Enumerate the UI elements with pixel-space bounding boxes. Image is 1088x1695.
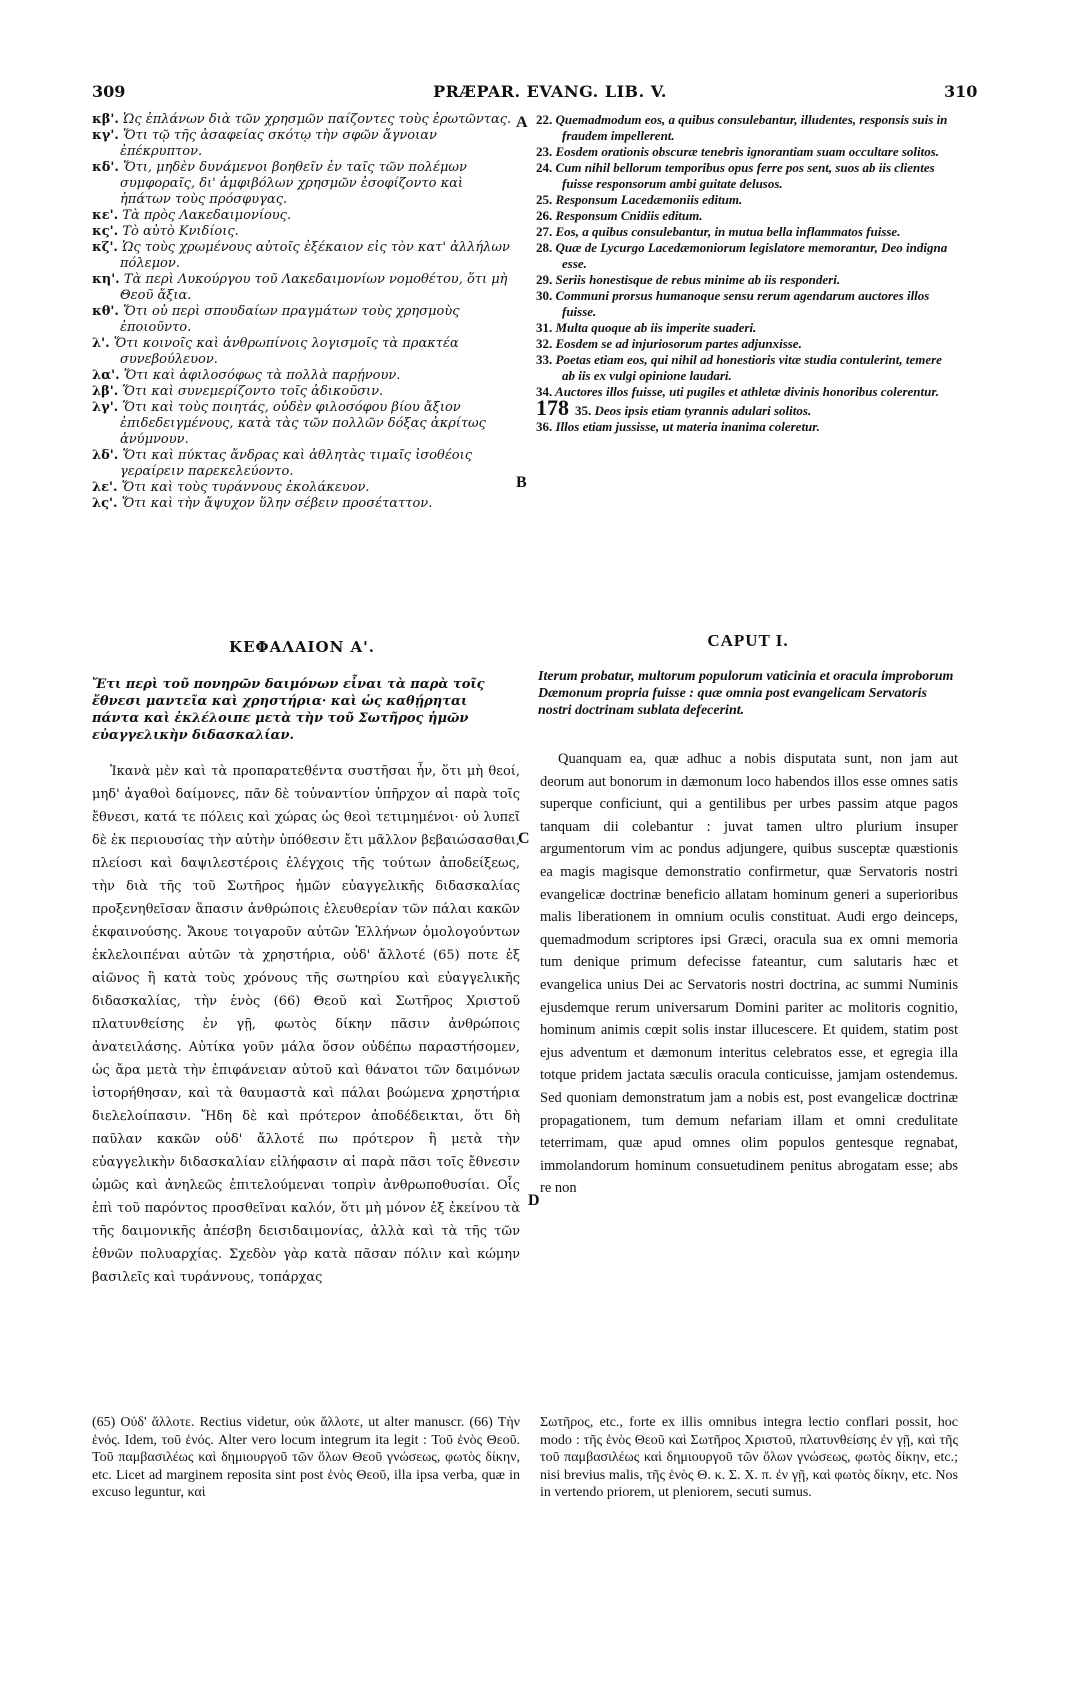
margin-letter-b: B: [516, 474, 527, 491]
greek-toc-item: κη'. Τὰ περὶ Λυκούργου τοῦ Λακεδαιμονίων νομοθέτου, ὅτι μὴ Θεοῦ ἄξια.: [92, 272, 508, 303]
greek-body-text: [92, 760, 520, 1289]
latin-chapter-summary: Iterum probatur, multorum populorum vaticinia et oracula improborum Dæmonum propria fuisse : quæ omnia post evangelicam Servatoris nostri doctrinam sublata defecerint.: [538, 669, 954, 718]
greek-toc-item: κδ'. Ὅτι, μηδὲν δυνάμενοι βοηθεῖν ἐν ταῖς τῶν πολέμων συμφοραῖς, δι' ἀμφιβόλων χρησμῶν ἐσοφίζοντο καὶ ἠπάτων τοὺς πρόσφυγας.: [92, 160, 467, 207]
greek-chapter-heading: ΚΕΦΑΛΑΙΟΝ Α'.: [229, 638, 375, 656]
greek-toc-item: λγ'. Ὅτι καὶ τοὺς ποιητάς, οὐδὲν φιλοσόφου βίου ἄξιον ἐπιδεδειγμένους, κατὰ τὰς τῶν πολλῶν δόξας ἀκρίτως ἀνύμνουν.: [92, 400, 486, 447]
greek-toc-item: λβ'. Ὅτι καὶ συνεμερίζοντο τοῖς ἀδικοῦσιν.: [92, 384, 384, 399]
margin-letter-d: D: [528, 1192, 540, 1209]
latin-toc-item: 24. Cum nihil bellorum temporibus opus ferre pos sent, suos ab iis clientes fuisse responsorum ambi guitate delusos.: [536, 160, 935, 191]
greek-toc-item: λδ'. Ὅτι καὶ πύκτας ἄνδρας καὶ ἀθλητὰς τιμαῖς ἰσοθέοις γεραίρειν παρεκελεύοντο.: [92, 448, 473, 479]
greek-toc-item: κθ'. Ὅτι οὐ περὶ σπουδαίων πραγμάτων τοὺς χρησμοὺς ἐποιοῦντο.: [92, 304, 460, 335]
latin-toc-item: 32. Eosdem se ad injuriosorum partes adjunxisse.: [536, 336, 802, 351]
latin-toc-item: 31. Multa quoque ab iis imperite suaderi.: [536, 320, 757, 335]
latin-contents: [536, 112, 956, 435]
latin-toc-item: 23. Eosdem orationis obscuræ tenebris ignorantiam suam occultare solitos.: [536, 144, 940, 159]
latin-toc-item: 26. Responsum Cnidiis editum.: [536, 208, 703, 223]
latin-chapter-heading: CAPUT I.: [707, 631, 789, 650]
latin-toc-item: 27. Eos, a quibus consulebantur, in mutua bella inflammatos fuisse.: [536, 224, 901, 239]
latin-toc-item: 29. Seriis honestisque de rebus minime ab iis responderi.: [536, 272, 841, 287]
margin-letter-a: A: [516, 114, 528, 131]
latin-toc-item: 22. Quemadmodum eos, a quibus consulebantur, illudentes, responsis suis in fraudem impellerent.: [536, 112, 948, 143]
footnotes-left: [92, 1414, 520, 1502]
latin-toc-item: 25. Responsum Lacedæmoniis editum.: [536, 192, 743, 207]
latin-body-text: [540, 748, 958, 1200]
footnote-text: (65) Οὐδ' ἄλλοτε. Rectius videtur, οὐκ ἄλλοτε, ut alter manuscr. (66) Τὴν ἑνός. Idem, τοῦ ἑνός. Alter vero locum integrum ita legit : Τοῦ ἑνὸς Θεοῦ. Τοῦ παμβασιλέως καὶ δημιουργοῦ τῶν ὅλων Θεοῦ γνώσεως, φωτὸς δίκην, etc. Licet ad marginem reposita sint post ἑνὸς Θεοῦ, illa ipsa verba, quæ in excuso leguntur, καὶ: [92, 1415, 520, 1500]
left-page-number: 309: [92, 82, 126, 101]
footnotes-right: [540, 1414, 958, 1502]
running-title: PRÆPAR. EVANG. LIB. V.: [433, 82, 667, 101]
footnote-text: Σωτῆρος, etc., forte ex illis omnibus integra lectio conflari possit, hoc modo : τῆς ἑνὸς Θεοῦ καὶ Σωτῆρος Χριστοῦ, πλατυνθείσης ἐν γῇ, καὶ τῆς τοῦ παμβασιλέως καὶ δημιουργοῦ τῶν ὅλων γνώσεως, φωτὸς δίκην, etc.; nisi brevius malis, τῆς ἑνὸς Θ. κ. Σ. Χ. π. ἐν γῇ, καὶ φωτὸς δίκην, etc. Nos in vertendo priorem, ut pleniorem, secuti sumus.: [540, 1415, 958, 1500]
latin-toc-item: 36. Illos etiam jussisse, ut materia inanima coleretur.: [536, 419, 820, 434]
column-number: 178: [536, 395, 569, 420]
greek-toc-item: λε'. Ὅτι καὶ τοὺς τυράννους ἐκολάκευον.: [92, 480, 370, 495]
latin-toc-item: 28. Quæ de Lycurgo Lacedæmoniorum legislatore memorantur, Deo indigna esse.: [536, 240, 948, 271]
greek-toc-item: λς'. Ὅτι καὶ τὴν ἄψυχον ὕλην σέβειν προσέταττον.: [92, 496, 433, 511]
greek-chapter-summary: Ἔτι περὶ τοῦ πονηρῶν δαιμόνων εἶναι τὰ παρὰ τοῖς ἔθνεσι μαντεῖα καὶ χρηστήρια· καὶ ὡς καθῄρηται πάντα καὶ ἐκλέλοιπε μετὰ τὴν τοῦ Σωτῆρος ἡμῶν εὐαγγελικὴν διδασκαλίαν.: [92, 677, 485, 743]
latin-toc-item: 30. Communi prorsus humanoque sensu rerum agendarum auctores illos fuisse.: [536, 288, 930, 319]
greek-toc-item: κζ'. Ὡς τοὺς χρωμένους αὐτοῖς ἐξέκαιον εἰς τὸν κατ' ἀλλήλων πόλεμον.: [92, 240, 510, 271]
right-page-number: 310: [944, 82, 978, 101]
greek-toc-item: λ'. Ὅτι κοινοῖς καὶ ἀνθρωπίνοις λογισμοῖς τὰ πρακτέα συνεβούλευον.: [92, 336, 459, 367]
latin-paragraph: Quanquam ea, quæ adhuc a nobis disputata sunt, non jam aut deorum aut bonorum in dæmonum loco habendos illos esse omnes satis superque conficiunt, qui a gentilibus per urbes passim atque pagos tanquam dii colebantur : juvat tamen ultro plurium insuper argumentorum vim ac pondus adjungere, quibus susceptæ quæstionis ea magis magisque demonstratio confirmetur, quæ Servatoris nostri evangelicæ doctrinæ beneficio allatam hominum generi a superioribus malis liberationem in omnium oculis constituat. Audi ergo deinceps, quemadmodum scriptores ipsi Græci, oracula sua ex omni memoria tum denique primum defecisse fateantur, cum salutaris hæc et evangelica unius Dei ac Servatoris nostri doctrina, ac summi Numinis ejusdemque rerum universarum Domini pariter ac molitoris cognitio, hominum animis cœpit solis instar illucescere. Et quidem, statim post ejus adventum et dæmonum interitus celebratos esse, et egregia illa totque pridem jactata sæculis oracula conticuisse, jamjam ostendemus. Sed quoniam demonstratum jam a nobis est, post evangelicæ doctrinæ propagationem, tum demum nefariam illam et omni credulitate teterrimam, quæ apud omnes olim populos gentesque regnabat, immolandorum hominum consuetudinem penitus abrogatam esse; abs re non: [540, 751, 958, 1197]
greek-toc-item: κε'. Τὰ πρὸς Λακεδαιμονίους.: [92, 208, 292, 223]
greek-toc-item: κγ'. Ὅτι τῷ τῆς ἀσαφείας σκότῳ τὴν σφῶν ἄγνοιαν ἐπέκρυπτον.: [92, 128, 437, 159]
greek-toc-item: κς'. Τὸ αὐτὸ Κνιδίοις.: [92, 224, 239, 239]
greek-toc-item: λα'. Ὅτι καὶ ἀφιλοσόφως τὰ πολλὰ παρῄνουν.: [92, 368, 401, 383]
greek-paragraph: Ἱκανὰ μὲν καὶ τὰ προπαρατεθέντα συστῆσαι ἦν, ὅτι μὴ θεοί, μηδ' ἀγαθοὶ δαίμονες, πᾶν δὲ τοὐναντίον ὑπῆρχον αἱ παρὰ τοῖς ἔθνεσι, κατά τε πόλεις καὶ χώρας ὡς θεοὶ τετιμημένοι· οὐ λυπεῖ δὲ ἐκ περιουσίας τὴν αὐτὴν ὑπόθεσιν ἔτι μᾶλλον βεβαιώσασθαι, πλείοσι καὶ δαψιλεστέροις ἐλέγχοις τῆς τούτων ἀποδείξεως, τὴν διὰ τῆς τοῦ Σωτῆρος ἡμῶν εὐαγγελικῆς διδασκαλίας προξενηθεῖσαν ἅπασιν ἀνθρώποις ἐλευθερίαν τῶν πάλαι κακῶν ἐκφαινούσης. Ἄκουε τοιγαροῦν αὐτῶν Ἑλλήνων ὁμολογούντων ἐκλελοιπέναι αὐτῶν τὰ χρηστήρια, οὐδ' ἄλλοτέ (65) ποτε ἐξ αἰῶνος ἢ κατὰ τοὺς χρόνους τῆς σωτηρίου καὶ εὐαγγελικῆς διδασκαλίας, τὴν ἑνὸς (66) Θεοῦ καὶ Σωτῆρος Χριστοῦ πλατυνθείσης ἐν γῇ, φωτὸς δίκην πᾶσιν ἀνθρώποις ἀνατειλάσης. Αὐτίκα γοῦν μάλα ὅσον οὐδέπω παραστήσομεν, ὡς ἄρα μετὰ τὴν ἐπιφάνειαν αὐτοῦ καὶ θάνατοι τῶν δαιμόνων ἱστορήθησαν, καὶ τὰ θαυμαστὰ καὶ πάλαι βοώμενα χρηστήρια διελελοίπασιν. Ἤδη δὲ καὶ πρότερον ἀποδέδεικται, ὅτι δὴ παῦλαν κακῶν οὐδ' ἄλλοτέ πω πρότερον ἢ μετὰ τὴν εὐαγγελικὴν διδασκαλίαν εἰλήφασιν αἱ παρὰ πᾶσι τοῖς ἔθνεσιν ὠμῶς καὶ ἀνηλεῶς ἐπιτελούμεναι τοπρὶν ἀνθρωποθυσίαι. Οἷς ἐπὶ τοῦ παρόντος προσθεῖναι καλόν, ὅτι μὴ μόνον ἐξ ἐκείνου τὰ τῆς δαιμονικῆς ἀπέσβη δεισιδαιμονίας, ἀλλὰ καὶ τὰ τῆς τῶν ἐθνῶν πολυαρχίας. Σχεδὸν γὰρ κατὰ πᾶσαν πόλιν καὶ κώμην βασιλεῖς καὶ τυράννους, τοπάρχας: [92, 764, 520, 1285]
latin-toc-item: 34. Auctores illos fuisse, uti pugiles et athletæ divinis honoribus colerentur.: [536, 384, 939, 399]
latin-toc-item: 33. Poetas etiam eos, qui nihil ad honestioris vitæ studia contulerint, temere ab iis ex vulgi opinione laudari.: [536, 352, 942, 383]
greek-toc-item: κβ'. Ὡς ἐπλάνων διὰ τῶν χρησμῶν παίζοντες τοὺς ἐρωτῶντας.: [92, 112, 512, 127]
greek-contents: [92, 112, 512, 512]
margin-letter-c: C: [518, 830, 530, 847]
latin-toc-item: 178 35. Deos ipsis etiam tyrannis adulari solitos.: [536, 395, 812, 420]
